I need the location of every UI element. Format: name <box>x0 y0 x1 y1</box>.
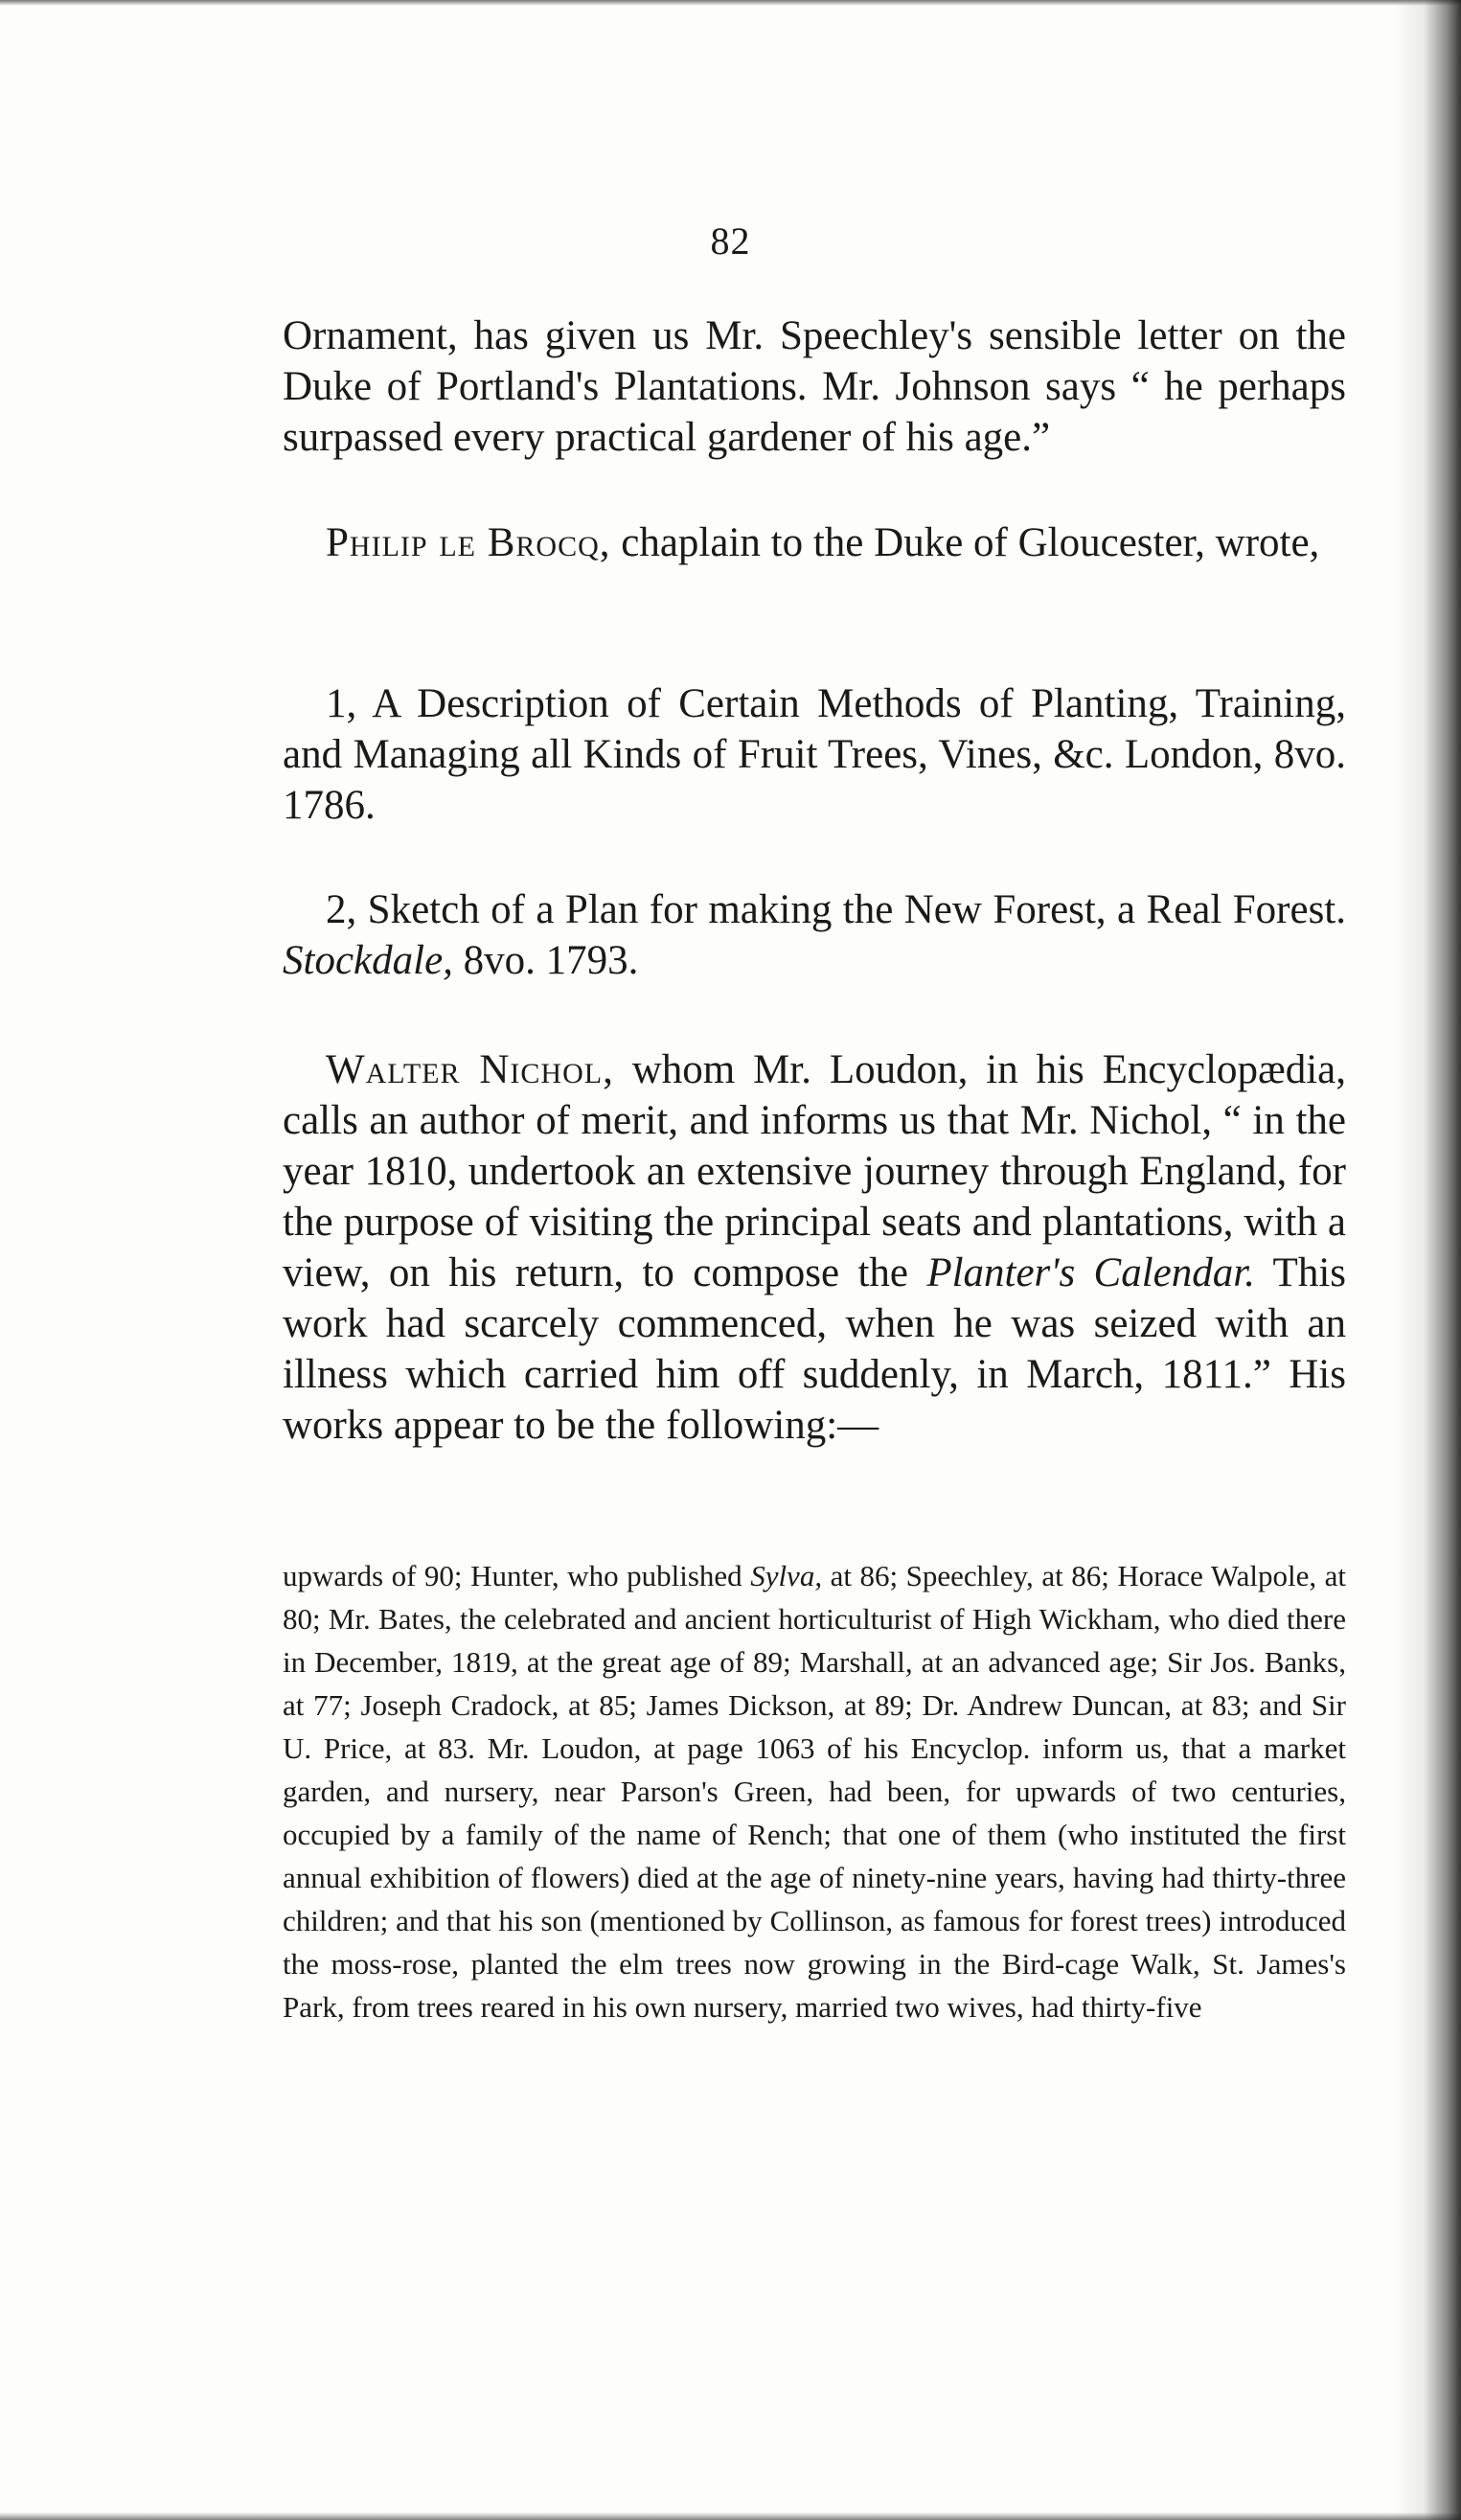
scan-edge-right <box>1394 0 1461 2520</box>
scan-edge-bottom <box>0 2512 1461 2520</box>
footnote-text: upwards of 90; Hunter, who published <box>283 1559 751 1592</box>
paragraph-text: whom Mr. Loudon, in his Encyclopædia, calls an author of merit, and informs us that Mr. Nichol, “ in the year 1810, undertook an extensive journey through England, for the purpose of visiting the principal seats and plantations, with a view, on his return, to compose the <box>283 1047 1346 1295</box>
scan-edge-top <box>0 0 1461 6</box>
paragraph-text: Ornament, has given us Mr. Speechley's sensible letter on the Duke of Portland's Plantations. Mr. Johnson says “ he perhaps surpassed every practical gardener of his age.” <box>283 313 1346 460</box>
book-title: Sylva, <box>750 1559 823 1592</box>
publisher-name: Stockdale, <box>283 938 453 983</box>
paragraph-speechley <box>283 310 1346 463</box>
author-name: Walter Nichol, <box>326 1047 614 1092</box>
list-item-text: 1, A Description of Certain Methods of Planting, Training, and Managing all Kinds of Fruit Trees, Vines, &c. London, 8vo. 1786. <box>283 681 1346 828</box>
list-item-2 <box>283 884 1346 986</box>
paragraph-text: chaplain to the Duke of Gloucester, wrote, <box>610 520 1320 565</box>
paragraph-text-end: This work had scarcely commenced, when he was seized with an illness which carried him off suddenly, in March, 1811.” His works appear to be the following:— <box>283 1250 1347 1448</box>
list-item-text-end: 8vo. 1793. <box>452 938 639 983</box>
page-number: 82 <box>710 219 751 263</box>
author-name: Philip le Brocq, <box>326 520 611 565</box>
footnote-text-end: at 86; Speechley, at 86; Horace Walpole, at 80; Mr. Bates, the celebrated and ancient horticulturist of High Wickham, who died there in December, 1819, at the great age of 89; Marshall, at an advanced age; Sir Jos. Banks, at 77; Joseph Cradock, at 85; James Dickson, at 89; Dr. Andrew Duncan, at 83; and Sir U. Price, at 83. Mr. Loudon, at page 1063 of his Encyclop. inform us, that a market garden, and nursery, near Parson's Green, had been, for upwards of two centuries, occupied by a family of the name of Rench; that one of them (who instituted the first annual exhibition of flowers) died at the age of ninety-nine years, having had thirty-three children; and that his son (mentioned by Collinson, as famous for forest trees) introduced the moss-rose, planted the elm trees now growing in the Bird-cage Walk, St. James's Park, from trees reared in his own nursery, married two wives, had thirty-five <box>283 1559 1346 2024</box>
paragraph-le-brocq <box>283 517 1346 568</box>
book-title: Planter's Calendar. <box>926 1250 1255 1295</box>
list-item-1 <box>283 678 1346 831</box>
list-item-text: 2, Sketch of a Plan for making the New Forest, a Real Forest. <box>326 887 1346 932</box>
footnote <box>283 1554 1346 2028</box>
paragraph-nichol <box>283 1044 1346 1451</box>
